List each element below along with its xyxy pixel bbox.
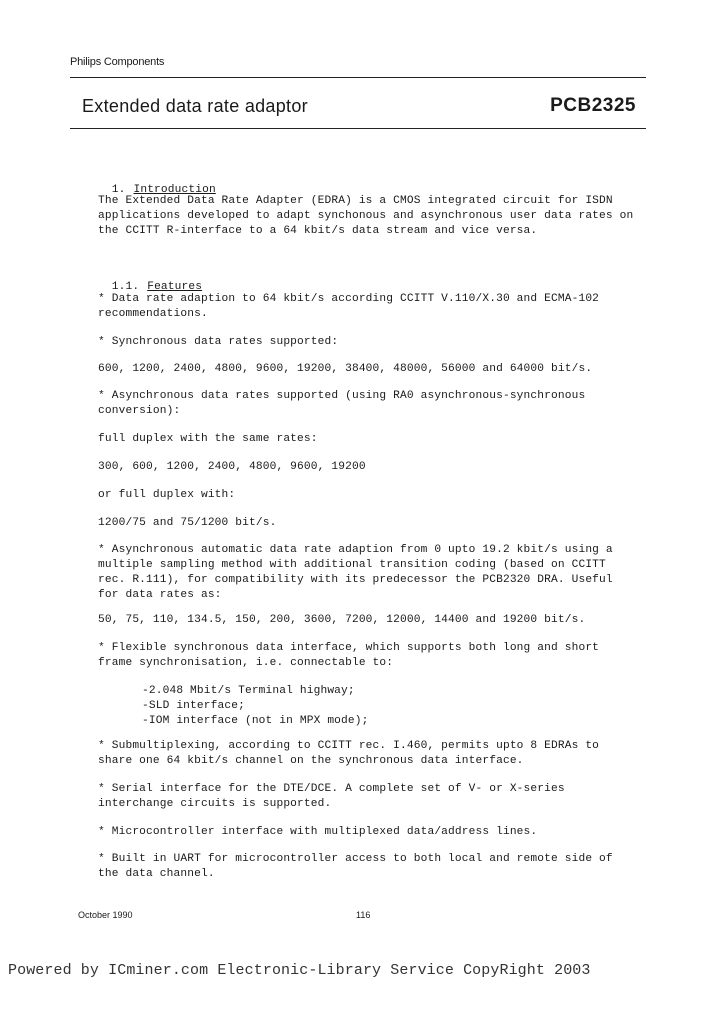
feature-auto-rate-adaption: * Asynchronous automatic data rate adaption from 0 upto 19.2 kbit/s using a multiple sampling method with additional transition coding (based on CCITT rec. R.111), for compatibility with its predecessor the PCB2320 DRA. Useful for data rates as: [98, 544, 620, 601]
section-heading-features [98, 265, 638, 295]
interface-list [142, 684, 369, 729]
company-name: Philips Components [70, 56, 165, 68]
feature-async-rates: * Asynchronous data rates supported (using RA0 asynchronous-synchronous conversion): [98, 390, 593, 417]
section-title: Features [147, 281, 203, 293]
sync-rates-values: 600, 1200, 2400, 4800, 9600, 19200, 38400, 48000, 56000 and 64000 bit/s. [98, 363, 593, 375]
feature-submultiplexing: * Submultiplexing, according to CCITT rec. I.460, permits upto 8 EDRAs to share one 64 kbit/s channel on the synchronous data interface. [98, 740, 606, 767]
part-number: PCB2325 [550, 95, 636, 116]
list-item: -2.048 Mbit/s Terminal highway; [142, 685, 355, 697]
feature-uart: * Built in UART for microcontroller access to both local and remote side of the data channel. [98, 853, 620, 880]
page-number: 116 [356, 910, 371, 920]
section-title: Introduction [133, 184, 216, 196]
feature-serial-interface: * Serial interface for the DTE/DCE. A complete set of V- or X-series interchange circuits is supported. [98, 783, 572, 810]
section-number: 1.1. [111, 281, 140, 293]
feature-microcontroller-interface: * Microcontroller interface with multiplexed data/address lines. [98, 826, 538, 838]
section-number: 1. [111, 184, 126, 196]
feature-sync-rates: * Synchronous data rates supported: [98, 336, 339, 348]
list-item: -IOM interface (not in MPX mode); [142, 715, 369, 727]
async-split-rates: 1200/75 and 75/1200 bit/s. [98, 517, 277, 529]
auto-rate-values: 50, 75, 110, 134.5, 150, 200, 3600, 7200, 12000, 14400 and 19200 bit/s. [98, 614, 586, 626]
feature-sync-interface: * Flexible synchronous data interface, which supports both long and short frame synchronisation, i.e. connectable to: [98, 642, 606, 669]
async-full-duplex-with-label: or full duplex with: [98, 489, 236, 501]
async-full-duplex-label: full duplex with the same rates: [98, 433, 318, 445]
header-rule-bottom [70, 128, 646, 129]
feature-rate-adaption: * Data rate adaption to 64 kbit/s according CCITT V.110/X.30 and ECMA-102 recommendations. [98, 293, 606, 320]
header-rule-top [70, 77, 646, 78]
list-item: -SLD interface; [142, 700, 245, 712]
footer-date: October 1990 [78, 910, 133, 920]
document-title: Extended data rate adaptor [82, 96, 308, 116]
powered-by-banner: Powered by ICminer.com Electronic-Library Service CopyRight 2003 [8, 962, 591, 979]
async-rates-values: 300, 600, 1200, 2400, 4800, 9600, 19200 [98, 461, 366, 473]
introduction-paragraph: The Extended Data Rate Adapter (EDRA) is a CMOS integrated circuit for ISDN applications developed to adapt synchonous and asynchronous user data rates on the CCITT R-interface to a 64 kbit/s data stream and vice versa. [98, 195, 641, 237]
